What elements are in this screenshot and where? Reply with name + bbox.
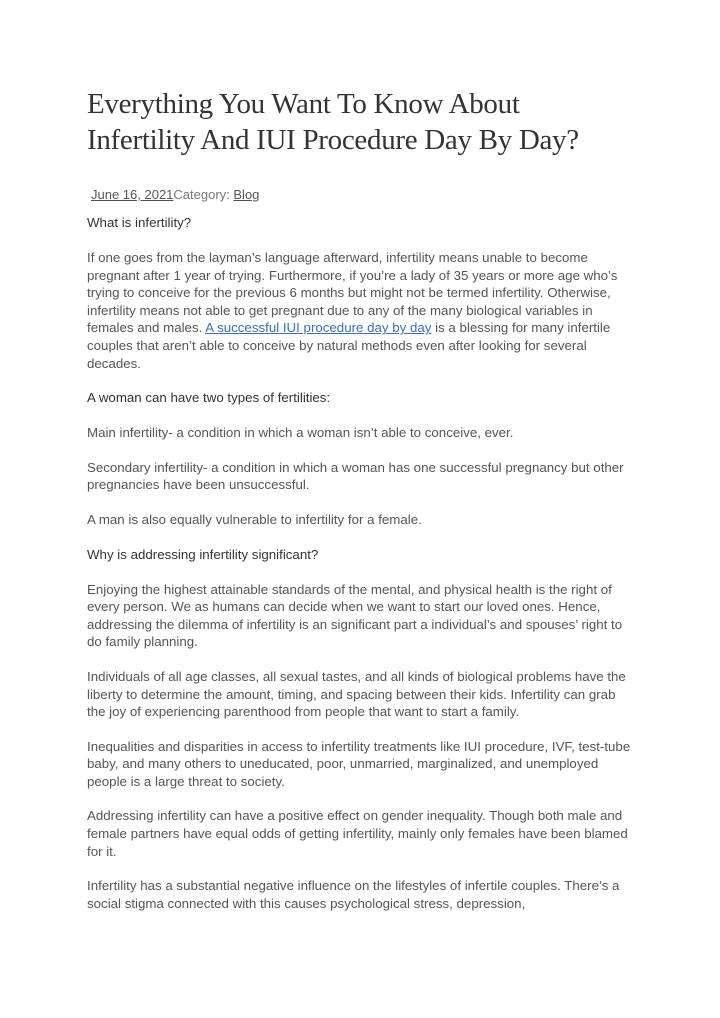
iui-procedure-link[interactable]: A successful IUI procedure day by day (205, 320, 432, 336)
category-label: Category: (173, 187, 234, 202)
paragraph-main-infertility: Main infertility- a condition in which a woman isn’t able to conceive, ever. (87, 425, 514, 441)
article-title: Everything You Want To Know About Infertility And IUI Procedure Day By Day? (87, 88, 579, 156)
paragraph-definition-text: If one goes from the layman’s language afterward, infertility means unable to become pregnant after 1 year of trying. Furthermore, if you’re a lady of 35 years or more age who’s trying to conceive for the previous 6 months but might not be termed infertility. Otherwise, infertility means not able to get pregnant due to any of the many biological variables in females and males. (87, 250, 618, 336)
paragraph-social-stigma: Infertility has a substantial negative influence on the lifestyles of infertile couples. There’s a social stigma connected with this causes psychological stress, depression, (87, 878, 620, 911)
heading-types-of-infertility: A woman can have two types of fertilities: (87, 390, 331, 406)
heading-what-is-infertility: What is infertility? (87, 215, 192, 230)
category-link[interactable]: Blog (233, 187, 260, 202)
paragraph-liberty: Individuals of all age classes, all sexual tastes, and all kinds of biological problems have the liberty to determine the amount, timing, and spacing between their kids. Infertility can grab the joy of experiencing parenthood from people that want to start a family. (87, 668, 626, 720)
paragraph-health-rights: Enjoying the highest attainable standards of the mental, and physical health is the right of every person. We as humans can decide when we want to start our loved ones. Hence, addressing the dilemma of infertility is an significant part a individual’s and spouses’ right to do family planning. (87, 581, 623, 650)
heading-why-significant: Why is addressing infertility significant? (87, 546, 319, 562)
article (87, 86, 632, 912)
paragraph-definition-text-end: is a blessing for many infertile couples that aren’t able to conceive by natural methods even after looking for several decades. (87, 320, 611, 371)
paragraph-inequalities: Inequalities and disparities in access to infertility treatments like IUI procedure, IVF, test-tube baby, and many others to uneducated, poor, unmarried, marginalized, and unemployed people is a large threat to society. (87, 738, 631, 789)
paragraph-male-infertility: A man is also equally vulnerable to infertility for a female. (87, 511, 422, 527)
paragraph-gender-inequality: Addressing infertility can have a positive effect on gender inequality. Though both male and female partners have equal odds of getting infertility, mainly only females have been blamed for it. (87, 808, 628, 859)
article-meta (91, 186, 632, 204)
paragraph-secondary-infertility: Secondary infertility- a condition in which a woman has one successful pregnancy but other pregnancies have been unsuccessful. (87, 459, 624, 493)
post-date-link[interactable]: June 16, 2021 (91, 187, 174, 202)
paragraph-definition (87, 249, 632, 372)
